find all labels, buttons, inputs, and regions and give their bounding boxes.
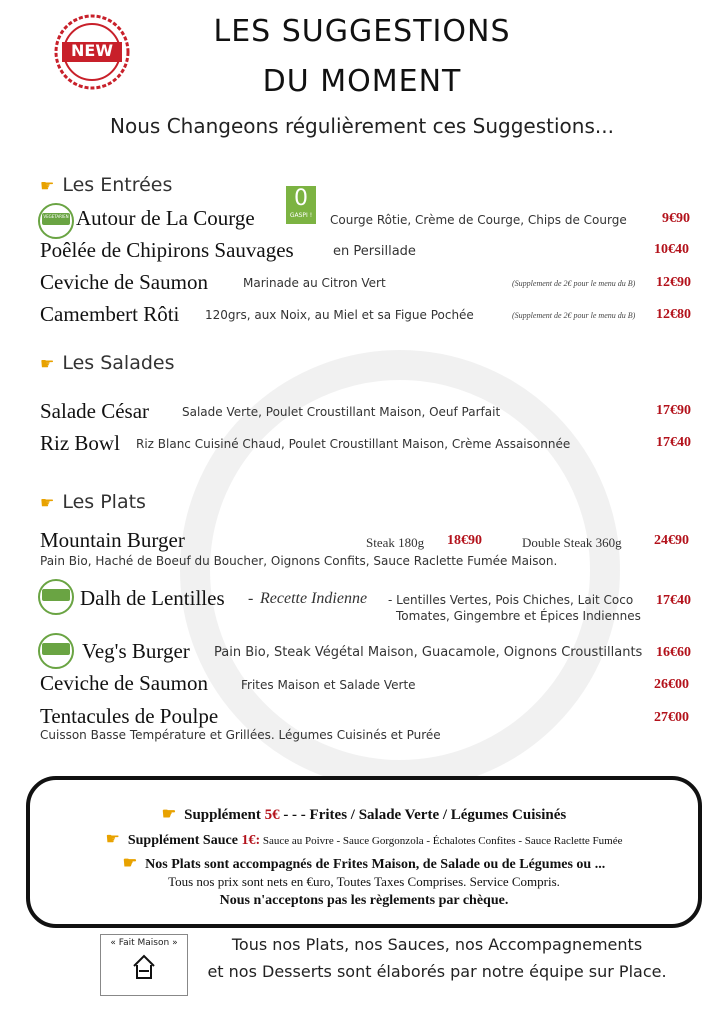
section-plats: ☛ Les Plats	[40, 491, 146, 513]
vegetarian-badge-label: VEGETARIEN	[43, 214, 69, 219]
dish-name: Veg's Burger	[82, 639, 190, 663]
footer-line2: et nos Desserts sont élaborés par notre équipe sur Place.	[207, 962, 667, 981]
dish-description: Courge Rôtie, Crème de Courge, Chips de Courge	[330, 213, 627, 227]
vegetarian-badge	[38, 203, 74, 239]
dish-description: en Persillade	[333, 244, 416, 259]
dish-price: 12€90	[656, 275, 691, 290]
dish-price: 18€90	[447, 533, 482, 548]
zero-gaspi-badge	[286, 186, 316, 224]
section-entrees: ☛ Les Entrées	[40, 174, 173, 196]
dish-price: 17€40	[656, 593, 691, 608]
dish-price: 27€00	[654, 710, 689, 725]
accompaniment-line: ☛ Nos Plats sont accompagnés de Frites Maison, de Salade ou de Légumes ou ...	[122, 855, 606, 872]
pointing-hand-icon: ☛	[40, 493, 55, 512]
dish-name: Ceviche de Saumon	[40, 270, 208, 294]
dish-price: 10€40	[654, 242, 689, 257]
house-icon	[101, 948, 187, 988]
page-subtitle: Nous Changeons régulièrement ces Suggestions...	[110, 114, 614, 138]
dish-description: Pain Bio, Steak Végétal Maison, Guacamole, Oignons Croustillants	[214, 645, 643, 660]
zero-gaspi-big: 0	[294, 186, 308, 211]
dish-price: 24€90	[654, 533, 689, 548]
pointing-hand-icon: ☛	[105, 831, 120, 848]
footer-line1: Tous nos Plats, nos Sauces, nos Accompagnements	[231, 935, 643, 954]
supplement-line: ☛ Supplément 5€ - - - Frites / Salade Verte / Légumes Cuisinés	[161, 806, 567, 823]
pointing-hand-icon: ☛	[40, 176, 55, 195]
dish-option: Steak 180g	[366, 535, 425, 550]
pointing-hand-icon: ☛	[161, 806, 177, 823]
recipe-separator: -	[248, 590, 254, 607]
fait-maison-logo	[100, 934, 188, 996]
zero-gaspi-small: GASPI !	[289, 212, 313, 219]
fait-maison-label: « Fait Maison »	[110, 938, 178, 948]
dish-name: Dalh de Lentilles	[80, 586, 225, 610]
dish-description: Riz Blanc Cuisiné Chaud, Poulet Croustillant Maison, Crème Assaisonnée	[136, 437, 571, 451]
vegetarian-badge	[38, 579, 74, 615]
dish-description: 120grs, aux Noix, au Miel et sa Figue Pochée	[205, 308, 474, 322]
dish-price: 17€40	[656, 435, 691, 450]
dish-price: 17€90	[656, 403, 691, 418]
dish-name: Poêlée de Chipirons Sauvages	[40, 238, 294, 262]
dish-name: Camembert Rôti	[40, 302, 180, 326]
dish-name: Riz Bowl	[40, 431, 120, 455]
dish-name: Tentacules de Poulpe	[40, 704, 219, 728]
dish-description: Tomates, Gingembre et Épices Indiennes	[396, 609, 641, 623]
cheque-note: Nous n'acceptons pas les règlements par chèque.	[219, 893, 509, 908]
dish-description: - Lentilles Vertes, Pois Chiches, Lait Coco	[388, 593, 634, 607]
pointing-hand-icon: ☛	[40, 354, 55, 373]
dish-name: Salade César	[40, 399, 150, 423]
dish-description: Salade Verte, Poulet Croustillant Maison, Oeuf Parfait	[182, 405, 501, 419]
dish-price: 12€80	[656, 307, 691, 322]
dish-name: Ceviche de Saumon	[40, 671, 208, 695]
page-title-line1: LES SUGGESTIONS	[213, 14, 511, 49]
dish-price: 26€00	[654, 677, 689, 692]
dish-description: Frites Maison et Salade Verte	[241, 678, 416, 692]
pointing-hand-icon: ☛	[122, 855, 138, 872]
dish-name: Autour de La Courge	[76, 206, 255, 230]
section-salades: ☛ Les Salades	[40, 352, 175, 374]
prices-note: Tous nos prix sont nets en €uro, Toutes Taxes Comprises. Service Compris.	[168, 874, 560, 889]
page-title-line2: DU MOMENT	[262, 64, 462, 99]
vegetarian-badge	[38, 633, 74, 669]
recipe-origin: Recette Indienne	[260, 590, 368, 607]
dish-option: Double Steak 360g	[522, 535, 622, 550]
dish-price: 16€60	[656, 645, 691, 660]
menu-supplement-note: (Supplement de 2€ pour le menu du B)	[512, 279, 636, 288]
dish-description: Pain Bio, Haché de Boeuf du Boucher, Oignons Confits, Sauce Raclette Fumée Maison.	[40, 554, 558, 568]
dish-description: Cuisson Basse Température et Grillées. Légumes Cuisinés et Purée	[40, 728, 441, 742]
new-badge-label: NEW	[71, 41, 113, 60]
sauce-supplement-line: ☛ Supplément Sauce 1€: Sauce au Poivre - Sauce Gorgonzola - Échalotes Confites - Sauce Raclette Fumée	[105, 831, 623, 848]
dish-description: Marinade au Citron Vert	[243, 276, 386, 290]
dish-name: Mountain Burger	[40, 528, 185, 552]
menu-supplement-note: (Supplement de 2€ pour le menu du B)	[512, 311, 636, 320]
dish-price: 9€90	[662, 211, 690, 226]
